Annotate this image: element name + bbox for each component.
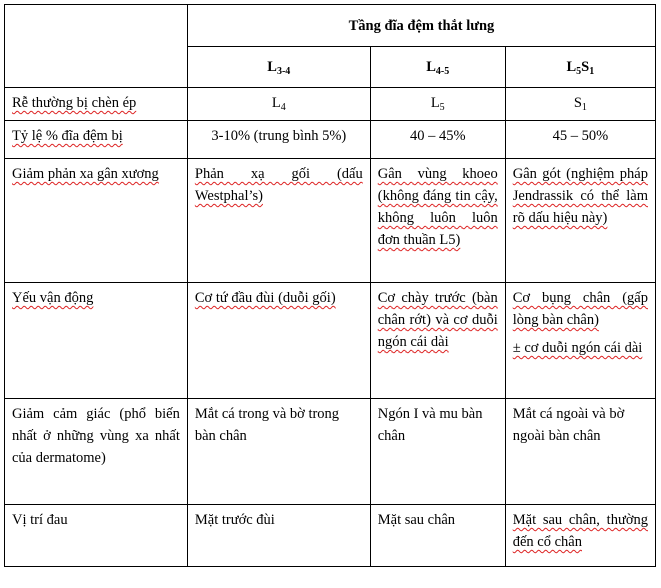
cell-pain-l3-4: Mặt trước đùi xyxy=(187,505,370,567)
cell-sensory-l4-5: Ngón I và mu bàn chân xyxy=(370,399,505,505)
cell-sensory-l3-4: Mắt cá trong và bờ trong bàn chân xyxy=(187,399,370,505)
cell-motor-l4-5: Cơ chày trước (bàn chân rớt) và cơ duỗi ngón cái dài xyxy=(370,283,505,399)
cell-reflex-l5-s1: Gân gót (nghiệm pháp Jendrassik có thể làm rõ dấu hiệu này) xyxy=(505,159,655,283)
row-label-root: Rễ thường bị chèn ép xyxy=(5,88,188,121)
cell-root-l4-5: $L_5$ xyxy=(370,88,505,121)
row-label-pain: Vị trí đau xyxy=(5,505,188,567)
cell-rate-l3-4: 3-10% (trung bình 5%) xyxy=(187,121,370,159)
table-row xyxy=(5,399,656,505)
cell-pain-l5-s1: Mặt sau chân, thường đến cổ chân xyxy=(505,505,655,567)
level-l4-5: $L_{4-5}$ xyxy=(370,47,505,88)
corner-cell xyxy=(5,5,188,88)
table-row xyxy=(5,159,656,283)
level-l5-s1: $L_5S_1$ xyxy=(505,47,655,88)
cell-rate-l5-s1: 45 – 50% xyxy=(505,121,655,159)
disc-level-table xyxy=(4,4,656,567)
level-l3-4: $L_{3-4}$ xyxy=(187,47,370,88)
cell-reflex-l3-4: Phản xạ gối (dấu Westphal’s) xyxy=(187,159,370,283)
table-row xyxy=(5,505,656,567)
table-row xyxy=(5,283,656,399)
row-label-reflex: Giảm phản xa gân xương xyxy=(5,159,188,283)
cell-reflex-l4-5: Gân vùng khoeo (không đáng tin cậy, không luôn luôn đơn thuần L5) xyxy=(370,159,505,283)
table-row xyxy=(5,121,656,159)
cell-root-l3-4: $L_4$ xyxy=(187,88,370,121)
cell-motor-l5-s1: Cơ bụng chân (gấp lòng bàn chân) ± cơ duỗi ngón cái dài xyxy=(505,283,655,399)
row-label-sensory: Giảm cảm giác (phổ biến nhất ở những vùng xa nhất của dermatome) xyxy=(5,399,188,505)
table-title: Tầng đĩa đệm thắt lưng xyxy=(187,5,655,47)
cell-sensory-l5-s1: Mắt cá ngoài và bờ ngoài bàn chân xyxy=(505,399,655,505)
cell-root-l5-s1: $S_1$ xyxy=(505,88,655,121)
row-label-motor: Yếu vận động xyxy=(5,283,188,399)
cell-rate-l4-5: 40 – 45% xyxy=(370,121,505,159)
cell-pain-l4-5: Mặt sau chân xyxy=(370,505,505,567)
header-row xyxy=(5,5,656,47)
table-row xyxy=(5,88,656,121)
row-label-rate: Tỷ lệ % đĩa đệm bị xyxy=(5,121,188,159)
cell-motor-l3-4: Cơ tứ đầu đùi (duỗi gối) xyxy=(187,283,370,399)
